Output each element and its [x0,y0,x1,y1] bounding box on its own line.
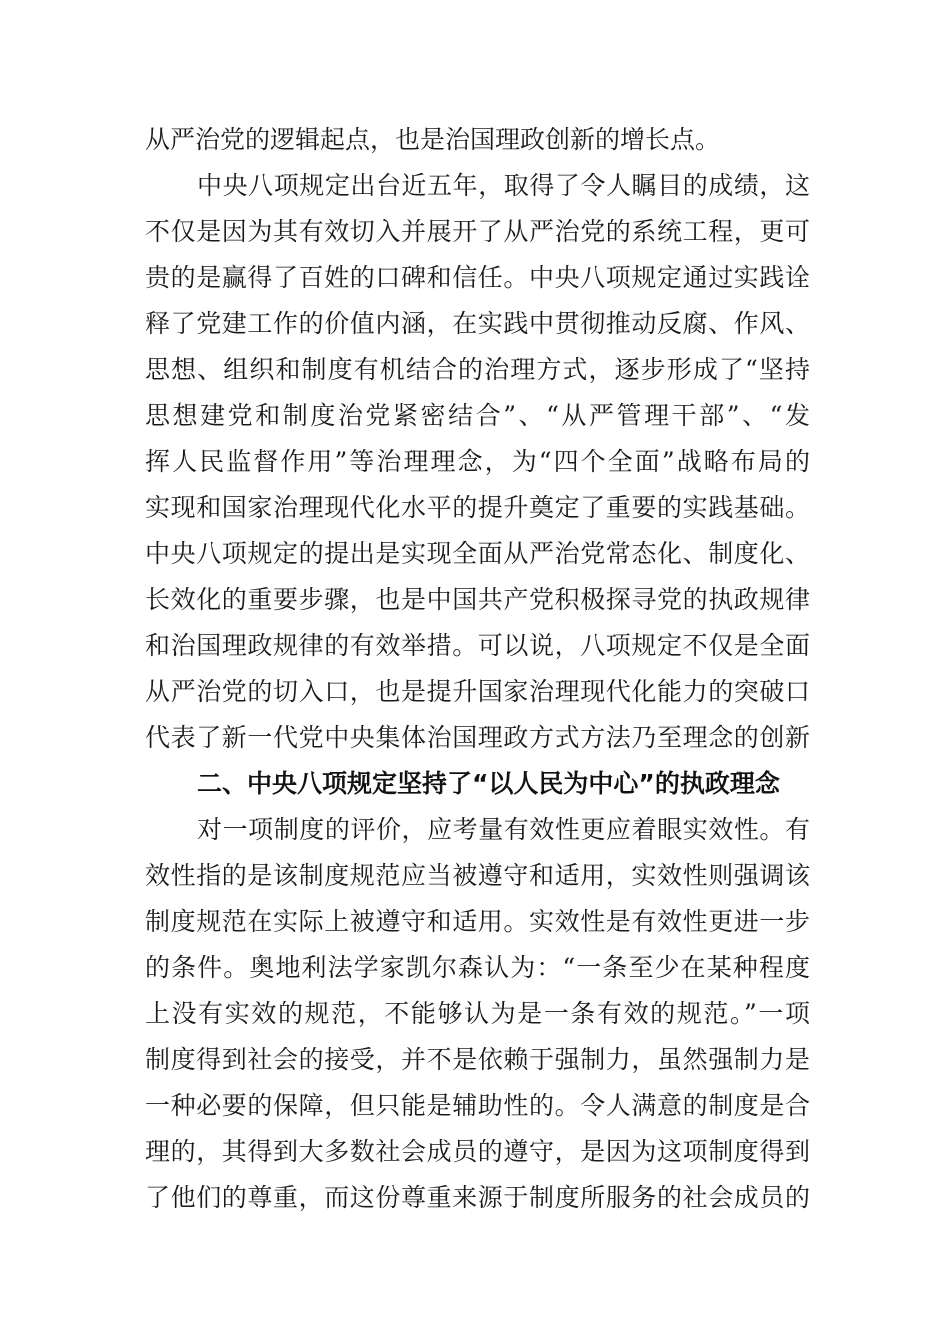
text-line: 的条件。奥地利法学家凯尔森认为：“一条至少在某种程度 [145,953,810,982]
text-line: 代表了新一代党中央集体治国理政方式方法乃至理念的创新 [145,723,810,752]
text-line: 上没有实效的规范，不能够认为是一条有效的规范。”一项 [145,999,810,1028]
text-line: 效性指的是该制度规范应当被遵守和适用，实效性则强调该 [145,861,810,890]
text-line: 挥人民监督作用”等治理理念，为“四个全面”战略布局的 [145,447,810,476]
text-line: 不仅是因为其有效切入并展开了从严治党的系统工程，更可 [145,217,810,246]
text-line: 从严治党的切入口，也是提升国家治理现代化能力的突破口 [145,677,810,706]
text-line: 长效化的重要步骤，也是中国共产党积极探寻党的执政规律 [145,585,810,614]
text-line: 了他们的尊重，而这份尊重来源于制度所服务的社会成员的 [145,1183,810,1212]
paragraph-start-line: 中央八项规定出台近五年，取得了令人瞩目的成绩，这 [197,171,810,200]
text-line: 制度得到社会的接受，并不是依赖于强制力，虽然强制力是 [145,1045,810,1074]
text-line: 释了党建工作的价值内涵，在实践中贯彻推动反腐、作风、 [145,309,810,338]
text-line: 一种必要的保障，但只能是辅助性的。令人满意的制度是合 [145,1091,810,1120]
text-line: 中央八项规定的提出是实现全面从严治党常态化、制度化、 [145,539,810,568]
text-line: 和治国理政规律的有效举措。可以说，八项规定不仅是全面 [145,631,810,660]
text-line: 思想建党和制度治党紧密结合”、“从严管理干部”、“发 [145,401,810,430]
text-line: 思想、组织和制度有机结合的治理方式，逐步形成了“坚持 [145,355,810,384]
text-line: 从严治党的逻辑起点，也是治国理政创新的增长点。 [145,125,721,154]
text-line: 实现和国家治理现代化水平的提升奠定了重要的实践基础。 [145,493,810,522]
text-line: 制度规范在实际上被遵守和适用。实效性是有效性更进一步 [145,907,810,936]
paragraph-start-line: 对一项制度的评价，应考量有效性更应着眼实效性。有 [197,815,810,844]
section-heading: 二、中央八项规定坚持了“以人民为中心”的执政理念 [197,769,780,798]
text-line: 理的，其得到大多数社会成员的遵守，是因为这项制度得到 [145,1137,810,1166]
text-line: 贵的是赢得了百姓的口碑和信任。中央八项规定通过实践诠 [145,263,810,292]
